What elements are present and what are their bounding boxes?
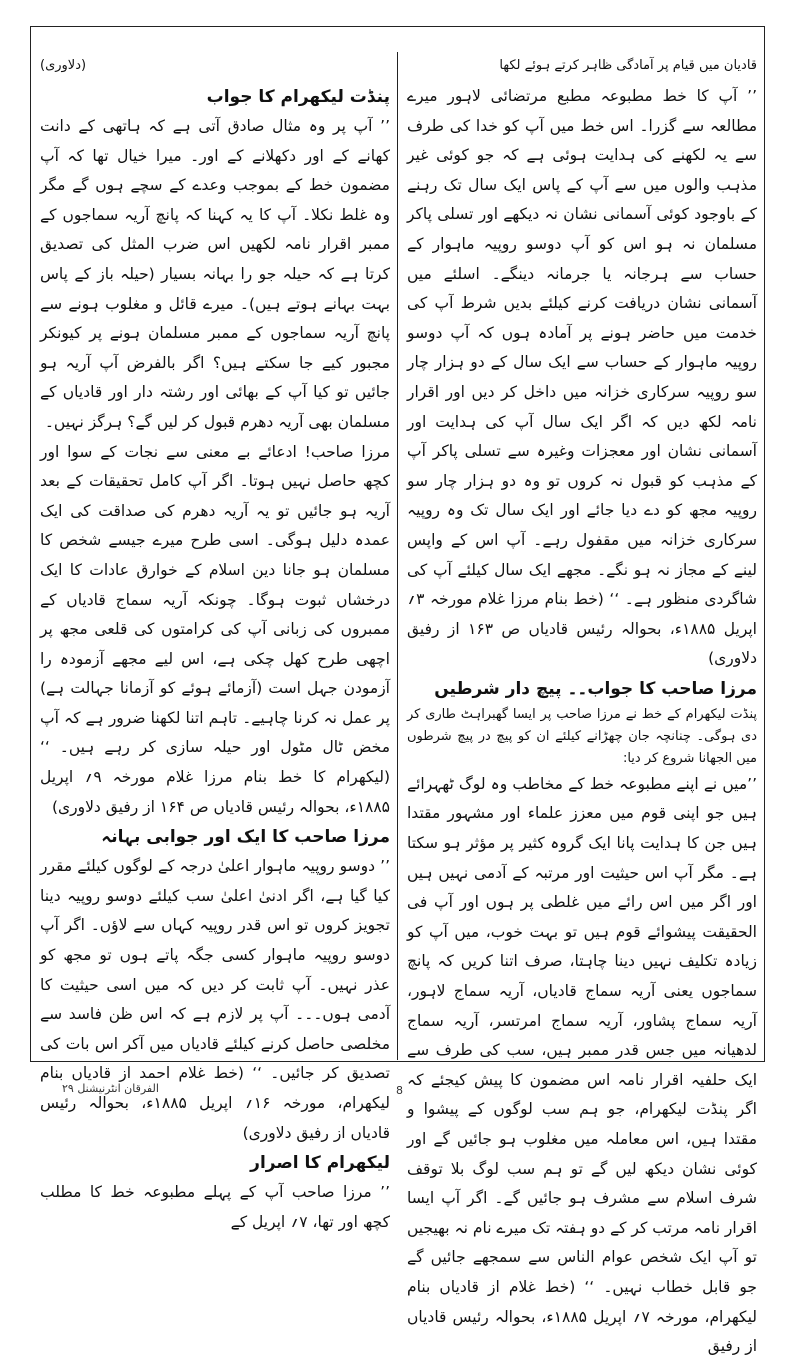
right-column-header: قادیان میں قیام پر آمادگی ظاہر کرتے ہوئے لکھا: [499, 58, 757, 73]
column-divider: [397, 52, 398, 1060]
lekhram-insistence-paragraph: ’’ مرزا صاحب آپ کے پہلے مطبوعہ خط کا مطلب کچھ اور تھا، ۷؍ اپریل کے: [40, 1183, 390, 1231]
right-column: [407, 56, 758, 1356]
section-heading-mirza-reply-conditions: مرزا صاحب کا جواب۔۔ پیچ دار شرطیں: [434, 678, 757, 699]
journal-footer-title: الفرقان انٹرنیشنل ۲۹: [62, 1082, 159, 1095]
section-heading-lekhram-insistence: لیکھرام کا اصرار: [250, 1153, 390, 1174]
section-heading-lekhram-reply: پنڈت لیکھرام کا جواب: [206, 87, 390, 107]
lekhram-reply-paragraph-1: ’’ آپ پر وہ مثال صادق آتی ہے کہ ہاتھی کے دانت کھانے کے اور دکھلانے کے اور۔ میرا خیال تھا کہ آپ مضمون خط کے بموجب وعدے کے سچے ہوں گے مگر وہ غلط نکلا۔ آپ کا یہ کہنا کہ پانچ آریہ سماجوں کے ممبر اقرار نامہ لکھیں اس ضرب المثل کی تصدیق کرتا ہے کہ حیلہ جو را بہانہ بسیار (حیلہ باز کے پاس بہت بہانے ہوتے ہیں)۔ میرے قائل و مغلوب ہونے سے پانچ آریہ سماجوں کے ممبر مسلمان ہونے پر کیونکر مجبور کیے جا سکتے ہیں؟ اگر بالفرض آپ آریہ ہو جائیں تو کیا آپ کے بھائی اور رشتہ دار اور قادیاں کے مسلمان بھی آریہ دھرم قبول کر لیں گے؟ ہرگز نہیں۔: [40, 117, 390, 431]
mirza-reply-paragraph: ’’میں نے اپنے مطبوعہ خط کے مخاطب وہ لوگ ٹھہرائے ہیں جو اپنی قوم میں معزز علماء اور مشہور مقتدا ہیں جن کا ہدایت پانا ایک گروہ کثیر پر مؤثر ہو سکتا ہے۔ مگر آپ اس حیثیت اور مرتبہ کے آدمی نہیں ہیں اور اگر میں اس رائے میں غلطی پر ہوں اور آپ فی الحقیقت پیشوائے قوم ہیں تو بہت خوب، میں آپ کو زیادہ تکلیف نہیں دینا چاہتا، صرف اتنا کریں کہ پانچ سماجوں یعنی آریہ سماج قادیاں، آریہ سماج لاہور، آریہ سماج پشاور، آریہ سماج امرتسر، آریہ سماج لدھیانہ میں جس قدر ممبر ہیں، سب کی طرف سے ایک حلفیہ اقرار نامہ اس مضمون کا پیش کیجئے کہ اگر پنڈت لیکھرام، جو ہم سب لوگوں کے پیشوا و مقتدا ہیں، اس معاملہ میں مغلوب ہو جائیں گے اور کوئی نشان دیکھ لیں گے تو ہم سب لوگ بلا توقف شرف اسلام سے مشرف ہو جائیں گے۔ اگر آپ ایسا اقرار نامہ مرتب کر کے دو ہفتہ تک میرے نام نہ بھیجیں تو آپ ایک شخص عوام الناس سے سمجھے جائیں گے جو قابل خطاب نہیں۔ ‘‘ (خط غلام از قادیاں بنام لیکھرام، مورخہ ۷؍ اپریل ۱۸۸۵ء، بحوالہ رئیس قادیاں از رفیق: [407, 774, 758, 1356]
section-intro: پنڈت لیکھرام کے خط نے مرزا صاحب پر ایسا گھبراہٹ طاری کر دی ہوگی۔ چنانچہ جان چھڑانے کیلئے ان کو پیچ در پیچ شرطوں میں الجھانا شروع کر دیا:: [407, 706, 757, 766]
section-heading-another-excuse: مرزا صاحب کا ایک اور جوابی بہانہ: [101, 827, 390, 848]
lekhram-reply-paragraph-2: مرزا صاحب! ادعائے بے معنی سے نجات کے سوا اور کچھ حاصل نہیں ہوتا۔ اگر آپ کامل تحقیقات کے بعد آریہ ہو جائیں تو یہ آریہ دھرم کی صداقت کی ایک عمدہ دلیل ہوگی۔ اسی طرح میرے جیسے شخص کا مسلمان ہو جانا دین اسلام کے خوارق عادات کا ایک درخشاں ثبوت ہوگا۔ چونکہ آریہ سماج قادیاں کے ممبروں کی زبانی آپ کی کرامتوں کی قلعی مجھ پر اچھی طرح کھل چکی ہے، اس لیے مجھے آزمودہ را آزمودن جہل است (آزمائے ہوئے کو آزمانا جہالت ہے) پر عمل نہ کرنا چاہیے۔ تاہم اتنا لکھنا ضرور ہے کہ آپ مخض ٹال مٹول اور حیلہ سازی کر رہے ہیں۔ ‘‘ (لیکھرام کا خط بنام مرزا غلام مورخہ ۹؍ اپریل ۱۸۸۵ء، بحوالہ رئیس قادیاں ص ۱۶۴ از رفیق دلاوری): [40, 442, 391, 816]
left-column-header: (دلاوری): [40, 58, 87, 73]
lekhram-letter-paragraph: ’’ آپ کا خط مطبوعہ مطبع مرتضائی لاہور میرے مطالعہ سے گزرا۔ اس خط میں آپ کو خدا کی طرف سے یہ لکھنے کی ہدایت ہوئی ہے کہ جو کوئی غیر مذہب والوں میں سے آپ کے پاس ایک سال تک رہنے کے باوجود کوئی آسمانی نشان نہ دیکھے اور تسلی پاکر مسلمان نہ ہو اس کو آپ دوسو روپیہ ماہوار کے حساب سے ہرجانہ یا جرمانہ دینگے۔ اسلئے میں آسمانی نشان دریافت کرنے کیلئے بدیں شرط آپ کی خدمت میں حاضر ہونے پر آمادہ ہوں کہ آپ دوسو روپیہ ماہوار کے حساب سے ایک سال کے دو ہزار چار سو روپیہ سرکاری خزانہ میں داخل کر دیں اور اقرار نامہ لکھ دیں کہ اگر ایک سال آپ کی ہدایت اور آسمانی نشان اور معجزات وغیرہ سے تسلی پاکر آپ کے مذہب کو قبول نہ کروں تو وہ دو ہزار چار سو روپیہ مجھ کو دے دیا جائے اور ایک سال تک وہ روپیہ سرکاری خزانہ میں مقفول رہے۔ آپ اس کے واپس لینے کے مجاز نہ ہو نگے۔ مجھے ایک سال کیلئے آپ کی شاگردی منظور ہے۔ ‘‘ (خط بنام مرزا غلام مورخہ ۳؍ اپریل ۱۸۸۵ء، بحوالہ رئیس قادیاں ص ۱۶۳ از رفیق دلاوری): [407, 87, 757, 668]
page-number: 8: [396, 1084, 403, 1097]
mirza-excuse-paragraph: ’’ دوسو روپیہ ماہوار اعلیٰ درجہ کے لوگوں کیلئے مقرر کیا گیا ہے، اگر ادنیٰ اعلیٰ سب کیلئے دوسو روپیہ دینا تجویز کروں تو اس قدر روپیہ کہاں سے لاؤں۔ اگر آپ دوسو روپیہ ماہوار کسی جگہ پاتے ہوں تو مجھ کو عذر نہیں۔ آپ ثابت کر دیں کہ میں اسی حیثیت کا آدمی ہوں۔۔۔ آپ پر لازم ہے کہ اس ظن فاسد سے مخلصی حاصل کرنے کیلئے قادیاں میں آکر اس بات کی تصدیق کر جائیں۔ ‘‘ (خط غلام احمد از قادیاں بنام لیکھرام، مورخہ ۱۶؍ اپریل ۱۸۸۵ء، بحوالہ رئیس قادیاں از رفیق دلاوری): [40, 857, 390, 1142]
